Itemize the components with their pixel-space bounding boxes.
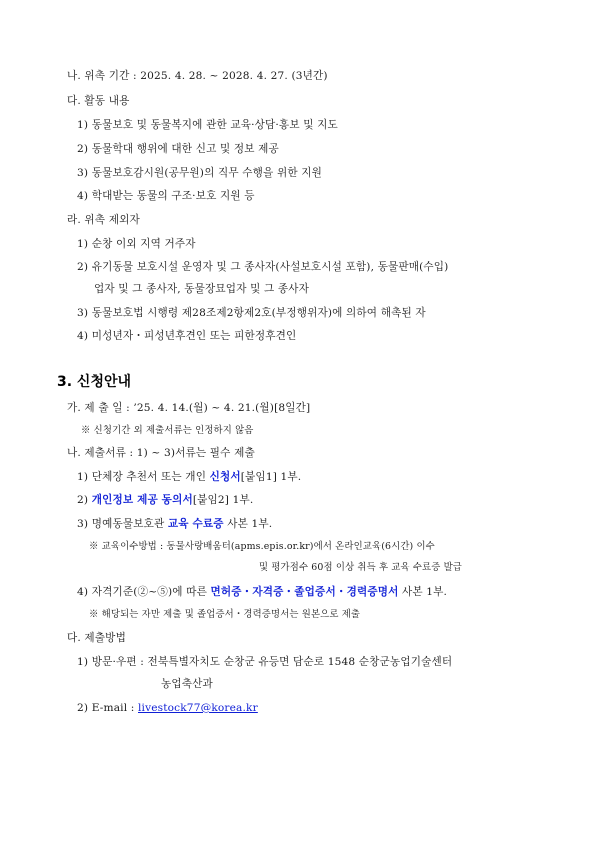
activity-item-1: 1) 동물보호 및 동물복지에 관한 교육·상담·홍보 및 지도	[77, 119, 338, 131]
method-2-prefix: 2) E-mail :	[77, 702, 138, 714]
method-1-cont: 농업축산과	[161, 678, 213, 690]
exclusion-item-1: 1) 순창 이외 지역 거주자	[77, 238, 196, 250]
method-title: 다. 제출방법	[67, 632, 126, 644]
document-2-suffix: [붙임2] 1부.	[192, 494, 254, 506]
document-2-prefix: 2)	[77, 494, 92, 506]
document-1	[77, 470, 301, 484]
document-3-suffix: 사본 1부.	[223, 518, 273, 530]
email-link[interactable]: livestock77@korea.kr	[138, 702, 258, 714]
document-4-highlight: 면허증・자격증・졸업증서・경력증명서	[210, 586, 399, 598]
education-note-line-1: ※ 교육이수방법 : 동물사랑배움터(apms.epis.or.kr)에서 온라인교육(6시간) 이수	[89, 541, 435, 552]
exclusion-item-3: 3) 동물보호법 시행령 제28조제2항제2호(부정행위자)에 의하여 해촉된 자	[77, 307, 426, 319]
exclusion-title: 라. 위촉 제외자	[67, 214, 140, 226]
exclusion-item-2: 2) 유기동물 보호시설 운영자 및 그 종사자(사설보호시설 포함), 동물판매(수입)	[77, 261, 449, 273]
document-4-prefix: 4) 자격기준(②~⑤)에 따른	[77, 586, 211, 598]
exclusion-item-4: 4) 미성년자・피성년후견인 또는 피한정후견인	[77, 330, 297, 342]
activity-item-3: 3) 동물보호감시원(공무원)의 직무 수행을 위한 지원	[77, 167, 322, 179]
document-3-highlight: 교육 수료증	[167, 518, 224, 530]
section-heading: 3. 신청안내	[57, 374, 132, 390]
education-note-line-2: 및 평가점수 60점 이상 취득 후 교육 수료증 발급	[259, 562, 462, 573]
period-note: ※ 신청기간 외 제출서류는 인정하지 않음	[81, 425, 254, 436]
document-4	[77, 585, 447, 599]
document-4-note: ※ 해당되는 자만 제출 및 졸업증서・경력증명서는 원본으로 제출	[89, 609, 361, 620]
document-3	[77, 517, 272, 531]
activity-item-4: 4) 학대받는 동물의 구조·보호 지원 등	[77, 190, 255, 202]
document-1-suffix: [붙임1] 1부.	[240, 471, 302, 483]
document-1-prefix: 1) 단체장 추천서 또는 개인	[77, 471, 210, 483]
method-1: 1) 방문·우편 : 전북특별자치도 순창군 유등면 담순로 1548 순창군농업기술센터	[77, 656, 453, 668]
method-2	[77, 701, 258, 715]
activity-title: 다. 활동 내용	[67, 95, 130, 107]
document-2-highlight: 개인정보 제공 동의서	[91, 494, 193, 506]
document-2	[77, 493, 253, 507]
document-1-highlight: 신청서	[209, 471, 241, 483]
documents-title: 나. 제출서류 : 1) ~ 3)서류는 필수 제출	[67, 447, 255, 459]
document-4-suffix: 사본 1부.	[398, 586, 448, 598]
exclusion-item-2-cont: 업자 및 그 종사자, 동물장묘업자 및 그 종사자	[94, 283, 310, 295]
document-3-prefix: 3) 명예동물보호관	[77, 518, 168, 530]
term-line: 나. 위촉 기간 : 2025. 4. 28. ~ 2028. 4. 27. (3년간)	[67, 70, 328, 82]
activity-item-2: 2) 동물학대 행위에 대한 신고 및 정보 제공	[77, 143, 279, 155]
submission-period: 가. 제 출 일 : ’25. 4. 14.(월) ~ 4. 21.(월)[8일간]	[67, 402, 311, 414]
